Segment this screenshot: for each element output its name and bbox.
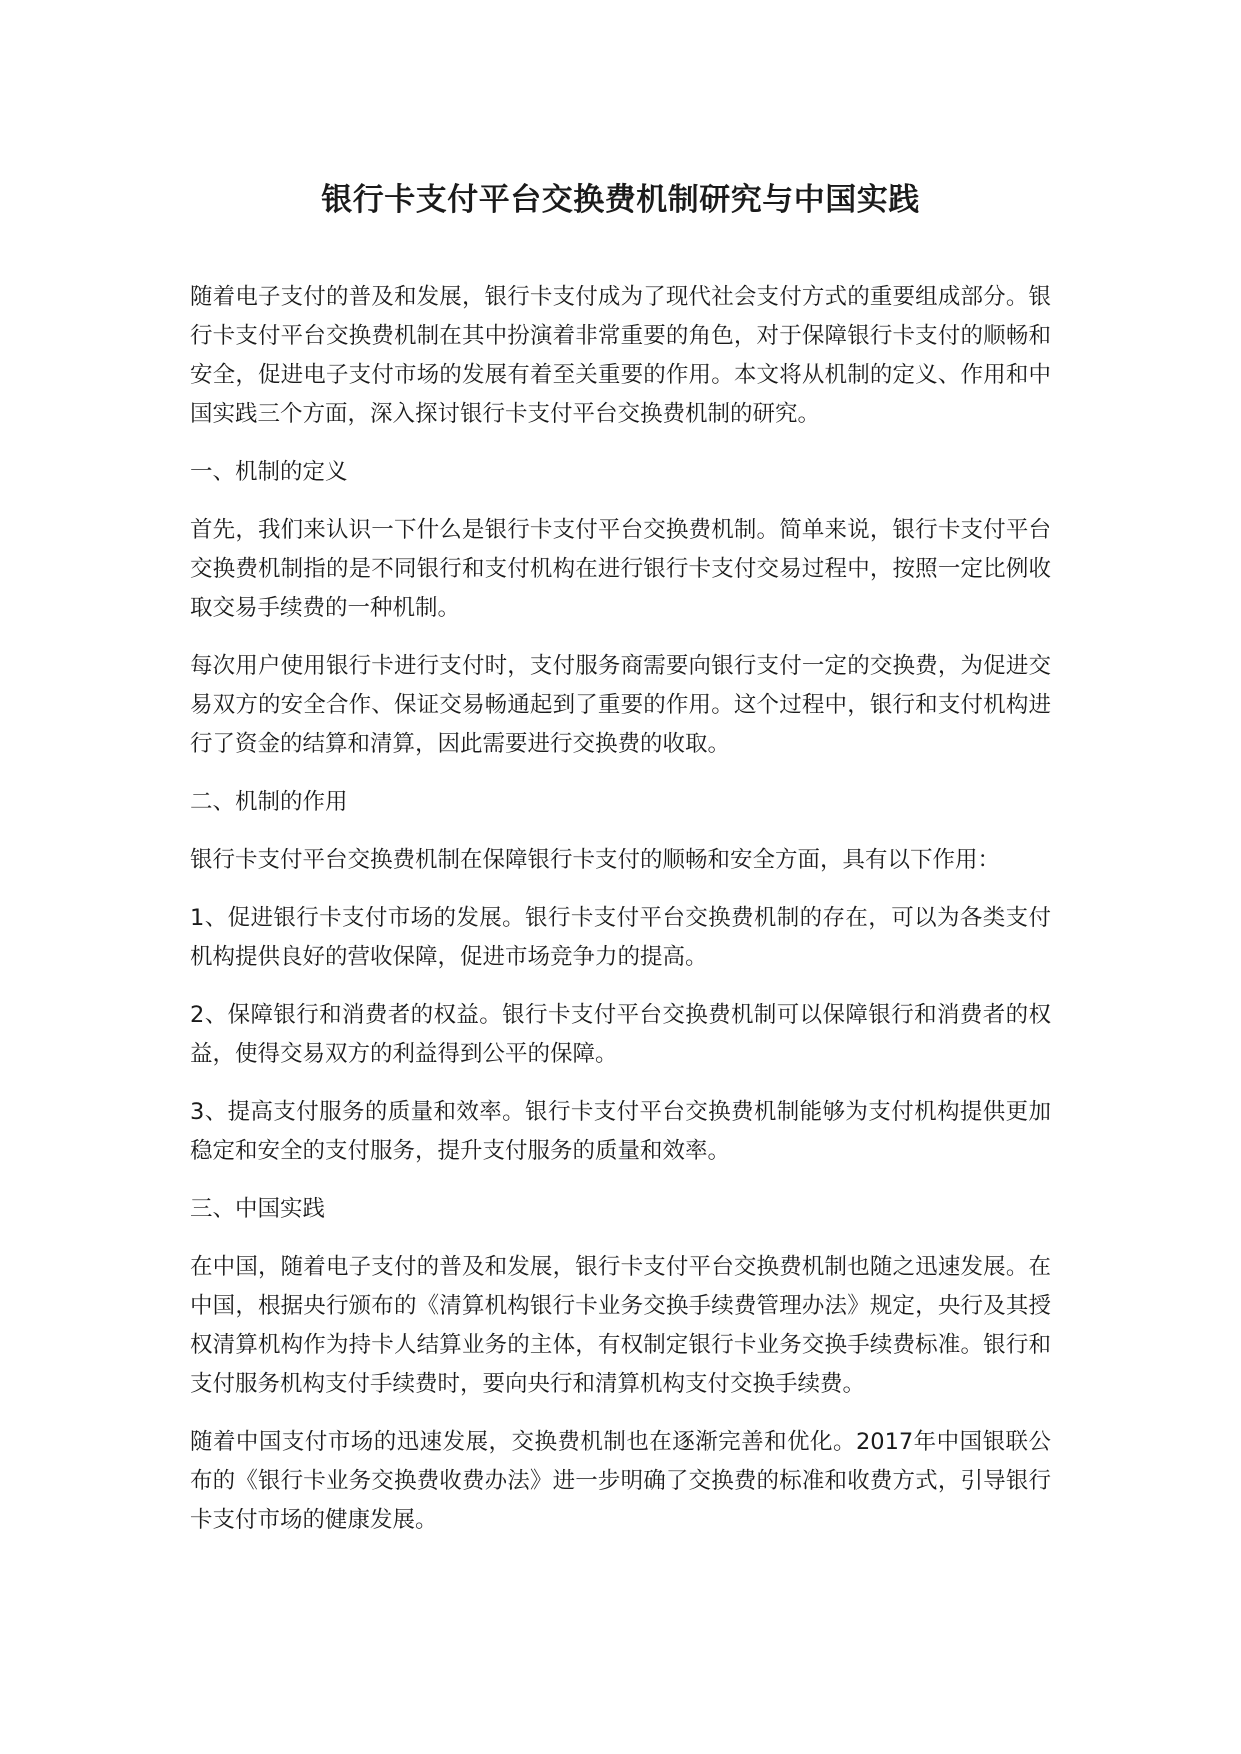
paragraph-china-practice-2: 随着中国支付市场的迅速发展，交换费机制也在逐渐完善和优化。2017年中国银联公布的《银行卡业务交换费收费办法》进一步明确了交换费的标准和收费方式，引导银行卡支付市场的健康发展。	[190, 1429, 1051, 1533]
paragraph-china-practice-1: 在中国，随着电子支付的普及和发展，银行卡支付平台交换费机制也随之迅速发展。在中国，根据央行颁布的《清算机构银行卡业务交换手续费管理办法》规定，央行及其授权清算机构作为持卡人结算业务的主体，有权制定银行卡业务交换手续费标准。银行和支付服务机构支付手续费时，要向央行和清算机构支付交换手续费。	[190, 1254, 1051, 1397]
section-heading-function: 二、机制的作用	[190, 789, 348, 815]
document-title: 银行卡支付平台交换费机制研究与中国实践	[321, 182, 920, 218]
paragraph-intro: 随着电子支付的普及和发展，银行卡支付成为了现代社会支付方式的重要组成部分。银行卡支付平台交换费机制在其中扮演着非常重要的角色，对于保障银行卡支付的顺畅和安全，促进电子支付市场的发展有着至关重要的作用。本文将从机制的定义、作用和中国实践三个方面，深入探讨银行卡支付平台交换费机制的研究。	[190, 284, 1051, 427]
paragraph-function-item-3: 3、提高支付服务的质量和效率。银行卡支付平台交换费机制能够为支付机构提供更加稳定和安全的支付服务，提升支付服务的质量和效率。	[190, 1099, 1051, 1164]
paragraph-definition-2: 每次用户使用银行卡进行支付时，支付服务商需要向银行支付一定的交换费，为促进交易双方的安全合作、保证交易畅通起到了重要的作用。这个过程中，银行和支付机构进行了资金的结算和清算，因此需要进行交换费的收取。	[190, 653, 1051, 757]
section-heading-definition: 一、机制的定义	[190, 459, 348, 485]
paragraph-function-item-1: 1、促进银行卡支付市场的发展。银行卡支付平台交换费机制的存在，可以为各类支付机构提供良好的营收保障，促进市场竞争力的提高。	[190, 905, 1051, 970]
section-heading-china-practice: 三、中国实践	[190, 1196, 326, 1222]
paragraph-definition-1: 首先，我们来认识一下什么是银行卡支付平台交换费机制。简单来说，银行卡支付平台交换费机制指的是不同银行和支付机构在进行银行卡支付交易过程中，按照一定比例收取交易手续费的一种机制。	[190, 517, 1051, 621]
paragraph-function-item-2: 2、保障银行和消费者的权益。银行卡支付平台交换费机制可以保障银行和消费者的权益，使得交易双方的利益得到公平的保障。	[190, 1002, 1051, 1067]
paragraph-function-intro: 银行卡支付平台交换费机制在保障银行卡支付的顺畅和安全方面，具有以下作用：	[190, 847, 1001, 873]
